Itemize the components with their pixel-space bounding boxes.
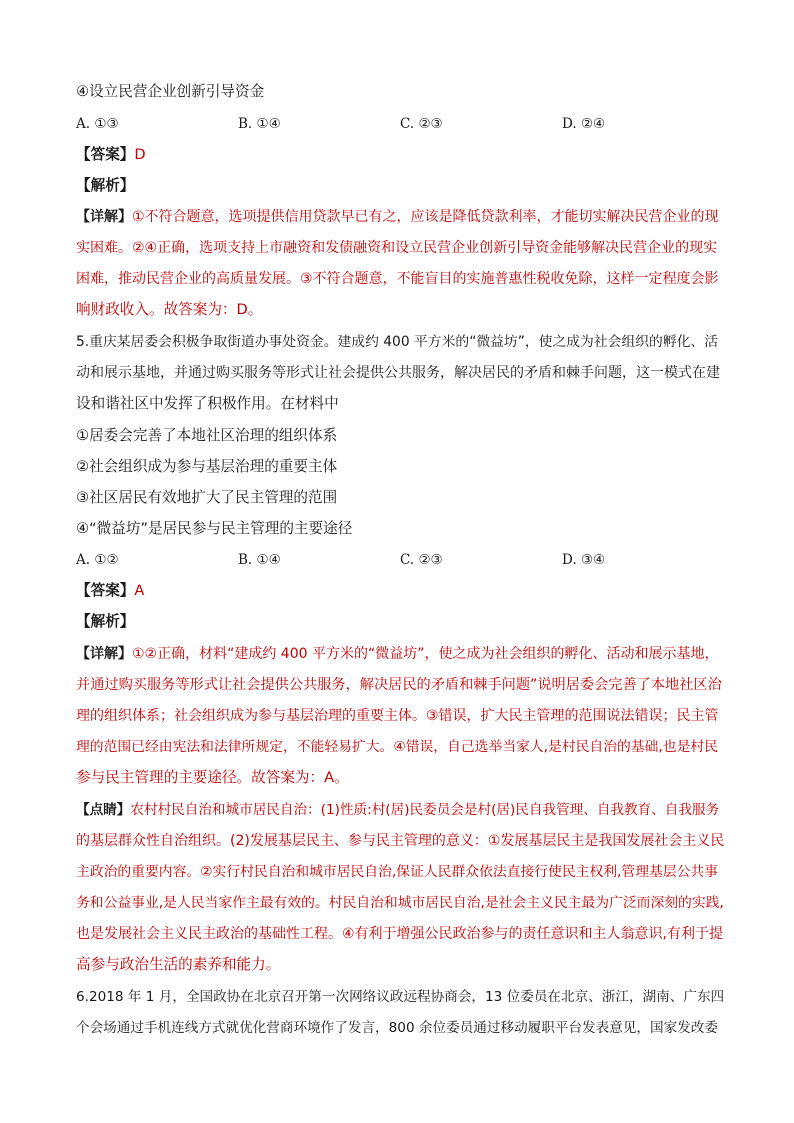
q5-answer — [76, 581, 724, 601]
q4-answer-value: D — [134, 146, 146, 163]
q4-option-b: B. ①④ — [238, 116, 281, 132]
q5-stem-line-3: 设和谐社区中发挥了积极作用。在材料中 — [76, 395, 339, 412]
q5-tip-line-2: 的基层群众性自治组织。(2)发展基层民主、参与民主管理的意义：①发展基层民主是我国发展社会主义民 — [76, 833, 724, 849]
q5-stem-line-1: 5.重庆某居委会积极争取街道办事处资金。建成约 400 平方米的“微益坊”，使之成为社会组织的孵化、活 — [76, 334, 719, 350]
q4-answer-tag: 【答案】 — [76, 146, 135, 163]
q5-detail-line-1: 【详解】①②正确，材料“建成约 400 平方米的“微益坊”，使之成为社会组织的孵化、活动和展示基地， — [76, 646, 719, 662]
q4-detail-line-4: 响财政收入。故答案为：D。 — [76, 301, 263, 318]
q5-item-1: ①居委会完善了本地社区治理的组织体系 — [76, 427, 338, 444]
q5-item-4: ④“微益坊”是居民参与民主管理的主要途径 — [76, 520, 353, 537]
q4-option-c: C. ②③ — [400, 116, 443, 132]
q4-analysis-tag: 【解析】 — [76, 177, 135, 194]
q5-detail-line-3: 理的组织体系；社会组织成为参与基层治理的重要主体。③错误，扩大民主管理的范围说法错误；民主管 — [76, 708, 719, 724]
q4-detail-tag: 【详解】 — [76, 209, 132, 225]
q4-option-d: D. ②④ — [562, 116, 606, 132]
q5-analysis-tag: 【解析】 — [76, 613, 135, 630]
q5-answer-tag: 【答案】 — [76, 582, 135, 599]
q5-tip-line-4: 务和公益事业,是人民当家作主最有效的。村民自治和城市居民自治,是社会主义民主最为广泛而深刻的实践, — [76, 895, 724, 911]
q5-option-d: D. ③④ — [562, 552, 606, 568]
q5-stem-line-2: 动和展示基地，并通过购买服务等形式让社会提供公共服务，解决居民的矛盾和棘手问题，这一模式在建 — [76, 365, 720, 381]
q5-item-2: ②社会组织成为参与基层治理的重要主体 — [76, 458, 338, 475]
q5-option-c: C. ②③ — [400, 552, 443, 568]
q5-item-3: ③社区居民有效地扩大了民主管理的范围 — [76, 489, 338, 506]
q4-option-a: A. ①③ — [76, 116, 119, 132]
q5-detail-tag: 【详解】 — [76, 646, 132, 662]
q4-detail-line-3: 困难，推动民营企业的高质量发展。③不符合题意，不能盲目的实施普惠性税收免除，这样一定程度会影 — [76, 271, 719, 287]
q5-detail-line-4: 理的范围已经由宪法和法律所规定，不能轻易扩大。④错误，自己选举当家人,是村民自治的基础,也是村民 — [76, 739, 718, 755]
q5-tip-line-1: 【点睛】农村村民自治和城市居民自治：(1)性质:村(居)民委员会是村(居)民自我管理、自我教育、自我服务 — [76, 802, 720, 818]
q5-answer-value: A — [134, 582, 145, 599]
q4-detail-line-2: 实困难。②④正确，选项支持上市融资和发债融资和设立民营企业创新引导资金能够解决民营企业的现实 — [76, 240, 718, 256]
q5-tip-line-3: 主政治的重要内容。②实行村民自治和城市居民自治,保证人民群众依法直接行使民主权利,管理基层公共事 — [76, 864, 718, 880]
q5-detail-line-5: 参与民主管理的主要途径。故答案为：A。 — [76, 769, 349, 786]
q5-option-b: B. ①④ — [238, 552, 281, 568]
q6-stem-line-2: 个会场通过手机连线方式就优化营商环境作了发言，800 余位委员通过移动履职平台发表意见，国家发改委 — [76, 1020, 718, 1036]
q6-stem-line-1: 6.2018 年 1 月，全国政协在北京召开第一次网络议政远程协商会，13 位委员在北京、浙江，湖南、广东四 — [76, 989, 724, 1005]
q5-detail-line-2: 并通过购买服务等形式让社会提供公共服务，解决居民的矛盾和棘手问题”说明居委会完善了本地社区治 — [76, 677, 722, 693]
q4-answer — [76, 145, 724, 165]
q4-item-4: ④设立民营企业创新引导资金 — [76, 83, 265, 100]
q4-detail-line-1: 【详解】①不符合题意，选项提供信用贷款早已有之，应该是降低贷款利率，才能切实解决民营企业的现 — [76, 209, 719, 225]
q5-tip-tag: 【点睛】 — [76, 802, 131, 818]
q5-tip-line-5: 也是发展社会主义民主政治的基础性工程。④有利于增强公民政治参与的责任意识和主人翁意识,有利于提 — [76, 926, 723, 942]
q5-tip-line-6: 高参与政治生活的素养和能力。 — [76, 956, 281, 973]
q5-option-a: A. ①② — [76, 552, 119, 568]
